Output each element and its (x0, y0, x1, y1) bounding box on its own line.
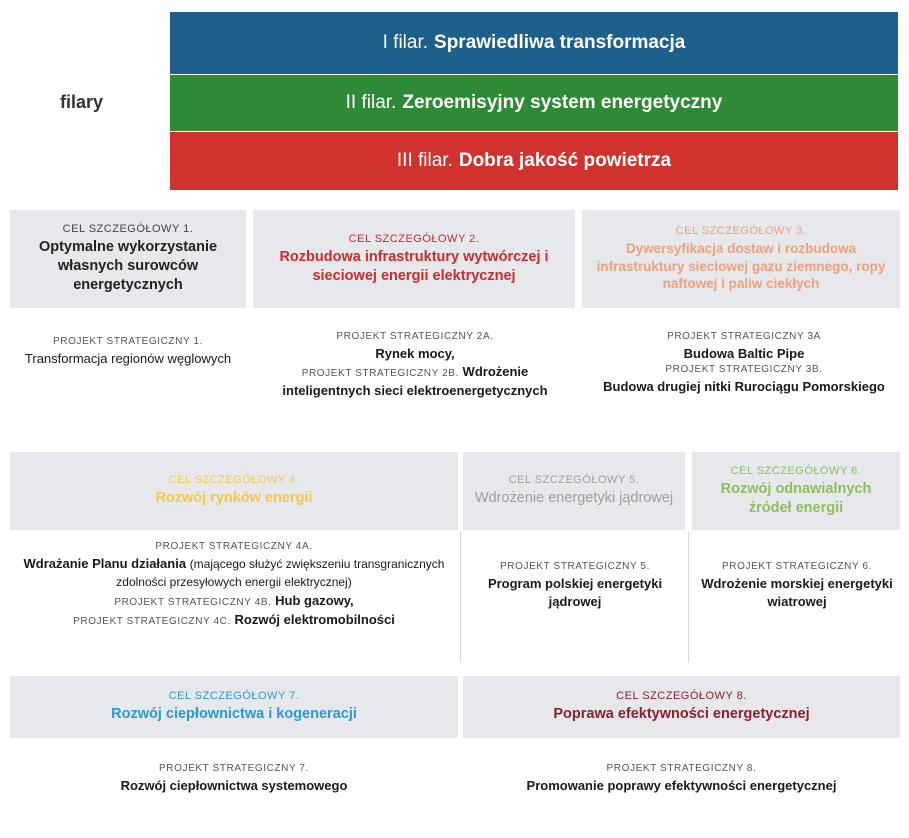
goal-8-caption: CEL SZCZEGÓŁOWY 8. (616, 690, 747, 703)
project-2b-text: inteligentnych sieci elektroenergetycznych (282, 383, 548, 399)
project-1-text: Transformacja regionów węglowych (24, 350, 232, 366)
pillar-2-prefix: II filar. (345, 92, 397, 113)
pillar-1 (170, 12, 898, 74)
pillar-2-name: Zeroemisyjny system energetyczny (402, 92, 723, 113)
divider-1 (460, 532, 461, 662)
goal-4 (10, 452, 458, 530)
goal-6-caption: CEL SZCZEGÓŁOWY 6. (730, 464, 862, 477)
project-7-caption: PROJEKT STRATEGICZNY 7. (159, 763, 309, 774)
project-4a-rest: (mającego służyć zwiększeniu transgranicznych zdolności przesyłowych energii elektrycznej) (116, 556, 445, 590)
project-6-text: Wdrożenie morskiej energetyki wiatrowej (701, 575, 893, 610)
pillar-3 (170, 132, 898, 190)
pillar-3-name: Dobra jakość powietrza (458, 150, 672, 171)
project-4 (10, 540, 458, 630)
goal-4-caption: CEL SZCZEGÓŁOWY 4. (168, 474, 300, 487)
project-4a-caption: PROJEKT STRATEGICZNY 4A. (155, 541, 313, 552)
project-4b-caption: PROJEKT STRATEGICZNY 4B. (114, 597, 272, 609)
project-1 (20, 335, 236, 368)
project-5-text: Program polskiej energetyki jądrowej (487, 575, 663, 610)
pillar-3-prefix: III filar. (396, 150, 453, 171)
goal-3-caption: CEL SZCZEGÓŁOWY 3. (675, 225, 807, 238)
goal-3-title: Dywersyfikacja dostaw i rozbudowa infrastruktury sieciowej gazu ziemnego, ropy naftowej i paliw ciekłych (596, 241, 886, 292)
project-3b-caption: PROJEKT STRATEGICZNY 3B. (665, 364, 823, 376)
goal-7 (10, 676, 458, 738)
project-8-text: Promowanie poprawy efektywności energetycznej (526, 777, 837, 793)
goal-5-caption: CEL SZCZEGÓŁOWY 5. (508, 474, 640, 487)
divider-2 (688, 532, 689, 662)
project-2a-text: Rynek mocy, (375, 345, 455, 361)
goal-1 (10, 210, 246, 308)
goal-2-title: Rozbudowa infrastruktury wytwórczej i sieciowej energii elektrycznej (279, 248, 549, 284)
goal-6-title: Rozwój odnawialnych źródeł energii (720, 480, 872, 516)
pillar-1-prefix: I filar. (382, 32, 429, 53)
project-4a-bold: Wdrażanie Planu działania (23, 555, 187, 571)
goal-6 (692, 452, 900, 530)
project-6 (697, 560, 897, 612)
project-3 (583, 330, 905, 397)
goal-4-title: Rozwój rynków energii (155, 490, 313, 507)
goal-7-caption: CEL SZCZEGÓŁOWY 7. (168, 690, 300, 703)
project-4c-text: Rozwój elektromobilności (234, 612, 395, 628)
pillar-1-name: Sprawiedliwa transformacja (434, 32, 686, 53)
project-5-caption: PROJEKT STRATEGICZNY 5. (500, 561, 650, 572)
pillars-label: filary (60, 92, 104, 112)
goal-7-title: Rozwój ciepłownictwa i kogeneracji (111, 706, 357, 723)
project-3b-text: Budowa drugiej nitki Rurociągu Pomorskiego (603, 378, 885, 394)
project-2b-caption: PROJEKT STRATEGICZNY 2B. (301, 368, 459, 380)
goal-2-caption: CEL SZCZEGÓŁOWY 2. (348, 232, 480, 245)
goal-8 (463, 676, 900, 738)
pillar-2 (170, 75, 898, 131)
project-8 (463, 762, 900, 795)
project-2 (245, 330, 585, 401)
goal-3 (582, 210, 900, 308)
project-5 (470, 560, 680, 612)
goal-5 (463, 452, 685, 530)
project-4c-caption: PROJEKT STRATEGICZNY 4C. (73, 616, 231, 628)
project-2a-caption: PROJEKT STRATEGICZNY 2A. (336, 331, 494, 342)
project-7-text: Rozwój ciepłownictwa systemowego (120, 777, 348, 793)
project-1-caption: PROJEKT STRATEGICZNY 1. (53, 336, 203, 347)
project-3a-text: Budowa Baltic Pipe (683, 345, 805, 361)
goal-2 (253, 210, 575, 308)
goal-1-title: Optymalne wykorzystanie własnych surowców energetycznych (38, 239, 218, 293)
project-4b-text: Hub gazowy, (275, 593, 354, 609)
goal-1-caption: CEL SZCZEGÓŁOWY 1. (62, 223, 194, 236)
goal-8-title: Poprawa efektywności energetycznej (553, 706, 810, 723)
project-3a-caption: PROJEKT STRATEGICZNY 3A (667, 331, 821, 342)
project-6-caption: PROJEKT STRATEGICZNY 6. (722, 561, 872, 572)
project-2b-lead: Wdrożenie (462, 364, 529, 380)
project-7 (10, 762, 458, 795)
goal-5-title: Wdrożenie energetyki jądrowej (474, 490, 674, 507)
project-8-caption: PROJEKT STRATEGICZNY 8. (606, 763, 757, 774)
